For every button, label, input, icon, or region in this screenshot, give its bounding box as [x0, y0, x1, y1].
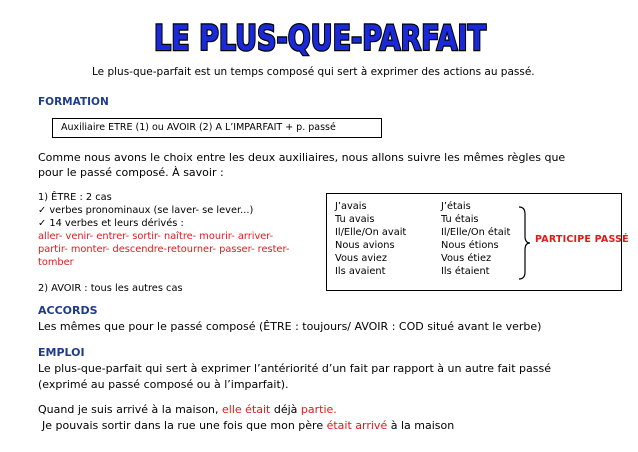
emploi-heading: EMPLOI	[38, 346, 85, 359]
check-icon: ✓	[38, 218, 47, 229]
right-brace-icon	[517, 206, 531, 280]
intro-text: Le plus-que-parfait est un temps composé qui sert à exprimer des actions au passé.	[92, 66, 535, 78]
example-2-verb: était arrivé	[326, 419, 388, 432]
avoir-form: Vous aviez	[335, 253, 388, 264]
etre-heading: 1) ÊTRE : 2 cas	[38, 192, 112, 203]
accords-text: Les mêmes que pour le passé composé (ÊTRE : toujours/ AVOIR : COD situé avant le verbe)	[38, 320, 542, 333]
participe-passe-label: PARTICIPE PASSÉ	[535, 234, 629, 245]
avoir-form: Tu avais	[335, 214, 375, 225]
etre-form: Tu étais	[441, 214, 479, 225]
emploi-line1: Le plus-que-parfait qui sert à exprimer l’antériorité d’un fait par rapport à un autre fait passé	[38, 362, 551, 375]
example-1-verb: elle était	[222, 403, 271, 416]
example-sentence-2	[42, 419, 454, 432]
formula-text: Auxiliaire ETRE (1) ou AVOIR (2) A L’IMPARFAIT + p. passé	[61, 122, 336, 133]
avoir-form: Ils avaient	[335, 266, 386, 277]
avoir-imparfait-column	[335, 200, 406, 278]
avoir-form: Il/Elle/On avait	[335, 227, 407, 238]
avoir-form: J’avais	[335, 201, 367, 212]
etre-form: Vous étiez	[441, 253, 492, 264]
formation-paragraph	[38, 150, 598, 180]
formation-paragraph-line2: pour le passé composé. À savoir :	[38, 166, 224, 179]
example-1-part2: déjà	[270, 403, 301, 416]
conjugation-box	[326, 193, 629, 291]
etre-case-2-text: 14 verbes et leurs dérivés :	[49, 218, 184, 229]
etre-case-2	[38, 217, 184, 230]
example-1-participle: partie.	[300, 403, 337, 416]
example-2-part1: Je pouvais sortir dans la rue une fois que mon père	[42, 419, 327, 432]
example-2-part2: à la maison	[387, 419, 455, 432]
formation-heading: FORMATION	[38, 96, 109, 108]
page-title	[150, 8, 490, 60]
etre-case-1	[38, 204, 253, 217]
accords-heading: ACCORDS	[38, 304, 98, 317]
etre-imparfait-column	[441, 200, 510, 278]
avoir-form: Nous avions	[335, 240, 395, 251]
formula-box	[52, 118, 382, 138]
etre-verbs-line3: tomber	[38, 257, 74, 268]
example-1-part1: Quand je suis arrivé à la maison,	[38, 403, 223, 416]
avoir-heading: 2) AVOIR : tous les autres cas	[38, 283, 183, 294]
etre-verbs-line1: aller- venir- entrer- sortir- naître- mourir- arriver-	[38, 231, 274, 242]
etre-verbs-line2: partir- monter- descendre-retourner- passer- rester-	[38, 244, 290, 255]
check-icon: ✓	[38, 205, 47, 216]
emploi-line2: (exprimé au passé composé ou à l’imparfait).	[38, 378, 289, 391]
etre-form: J’étais	[441, 201, 471, 212]
page-title-text: LE PLUS-QUE-PARFAIT	[154, 19, 487, 59]
example-sentence-1	[38, 403, 337, 416]
formation-paragraph-line1: Comme nous avons le choix entre les deux auxiliaires, nous allons suivre les mêmes règles que	[38, 151, 566, 164]
etre-form: Nous étions	[441, 240, 499, 251]
etre-case-1-text: verbes pronominaux (se laver- se lever...)	[49, 205, 254, 216]
etre-form: Ils étaient	[441, 266, 490, 277]
etre-form: Il/Elle/On était	[441, 227, 511, 238]
